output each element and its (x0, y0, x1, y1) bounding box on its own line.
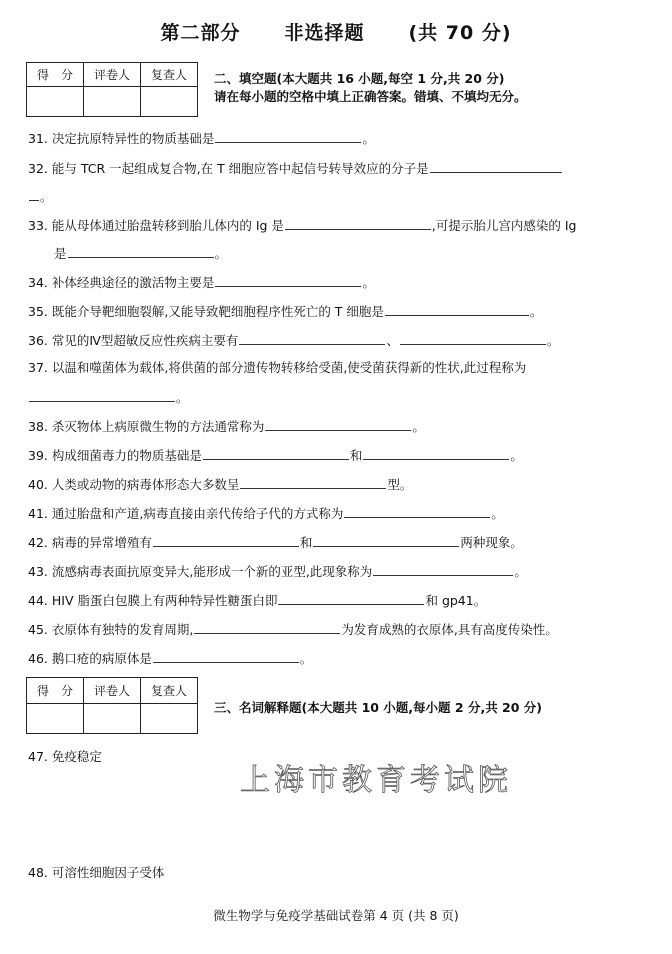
question-31: 31. 决定抗原特异性的物质基础是 。 (28, 131, 375, 146)
grader-header: 评卷人 (84, 678, 141, 704)
question-45: 45. 衣原体有独特的发育周期, 为发育成熟的衣原体,具有高度传染性。 (28, 622, 558, 637)
answer-blank[interactable] (363, 447, 509, 460)
grader-cell[interactable] (84, 87, 141, 117)
answer-blank[interactable] (285, 217, 431, 230)
question-46: 46. 鹅口疮的病原体是 。 (28, 651, 313, 666)
score-table-1 (26, 62, 198, 117)
question-35: 35. 既能介导靶细胞裂解,又能导致靶细胞程序性死亡的 T 细胞是 。 (28, 304, 543, 319)
answer-blank[interactable] (29, 389, 175, 402)
answer-blank[interactable] (400, 332, 546, 345)
question-32: 32. 能与 TCR 一起组成复合物,在 T 细胞应答中起信号转导效应的分子是 (28, 160, 563, 177)
reviewer-cell[interactable] (141, 87, 198, 117)
answer-blank[interactable] (215, 130, 361, 143)
grader-header: 评卷人 (84, 63, 141, 87)
answer-blank[interactable] (153, 650, 299, 663)
score-header: 得 分 (27, 678, 84, 704)
answer-blank[interactable] (194, 621, 340, 634)
question-34: 34. 补体经典途径的激活物主要是 。 (28, 275, 375, 290)
answer-blank[interactable] (239, 332, 385, 345)
answer-blank[interactable] (215, 274, 361, 287)
question-36: 36. 常见的Ⅳ型超敏反应性疾病主要有 、 。 (28, 333, 560, 348)
reviewer-cell[interactable] (141, 704, 198, 734)
section2-instruction: 请在每小题的空格中填上正确答案。错填、不填均无分。 (214, 89, 527, 104)
question-39: 39. 构成细菌毒力的物质基础是 和 。 (28, 448, 523, 463)
question-44: 44. HIV 脂蛋白包膜上有两种特异性糖蛋白即 和 gp41。 (28, 593, 487, 608)
score-cell[interactable] (27, 87, 84, 117)
answer-blank[interactable] (68, 245, 214, 258)
page-footer: 微生物学与免疫学基础试卷第 4 页 (共 8 页) (213, 908, 459, 923)
answer-blank[interactable] (385, 303, 529, 316)
question-37-cont: 。 (28, 389, 189, 406)
question-37: 37. 以温和噬菌体为载体,将供菌的部分遗传物转移给受菌,使受菌获得新的性状,此过程称为 (28, 360, 527, 375)
total-score: (共 70 分) (408, 22, 512, 44)
part-title (0, 18, 672, 45)
question-32-cont: 。 (28, 188, 53, 205)
section2-title: 二、填空题(本大题共 16 小题,每空 1 分,共 20 分) (214, 71, 505, 86)
answer-blank[interactable] (203, 447, 349, 460)
reviewer-header: 复查人 (141, 678, 198, 704)
question-47: 47. 免疫稳定 (28, 749, 102, 764)
answer-blank[interactable] (430, 160, 562, 173)
question-33-cont: 是 。 (54, 246, 228, 261)
section3-title: 三、名词解释题(本大题共 10 小题,每小题 2 分,共 20 分) (214, 700, 543, 715)
answer-blank[interactable] (265, 418, 411, 431)
answer-blank[interactable] (29, 188, 39, 201)
score-header: 得 分 (27, 63, 84, 87)
grader-cell[interactable] (84, 704, 141, 734)
question-48: 48. 可溶性细胞因子受体 (28, 865, 165, 880)
answer-blank[interactable] (344, 505, 490, 518)
score-table-2 (26, 677, 198, 734)
part-label: 第二部分 (160, 22, 241, 44)
question-38: 38. 杀灭物体上病原微生物的方法通常称为 。 (28, 419, 425, 434)
question-40: 40. 人类或动物的病毒体形态大多数呈 型。 (28, 477, 413, 492)
reviewer-header: 复查人 (141, 63, 198, 87)
score-cell[interactable] (27, 704, 84, 734)
question-42: 42. 病毒的异常增殖有 和 两种现象。 (28, 535, 523, 550)
answer-blank[interactable] (278, 592, 424, 605)
question-43: 43. 流感病毒表面抗原变异大,能形成一个新的亚型,此现象称为 。 (28, 564, 527, 579)
question-41: 41. 通过胎盘和产道,病毒直接由亲代传给子代的方式称为 。 (28, 506, 504, 521)
answer-blank[interactable] (313, 534, 459, 547)
answer-blank[interactable] (240, 476, 386, 489)
section-type: 非选择题 (284, 22, 365, 44)
answer-blank[interactable] (373, 563, 513, 576)
institution-stamp: 上海市教育考试院 (240, 763, 512, 798)
question-33: 33. 能从母体通过胎盘转移到胎儿体内的 Ig 是 ,可提示胎儿宫内感染的 Ig (28, 218, 577, 233)
answer-blank[interactable] (153, 534, 299, 547)
